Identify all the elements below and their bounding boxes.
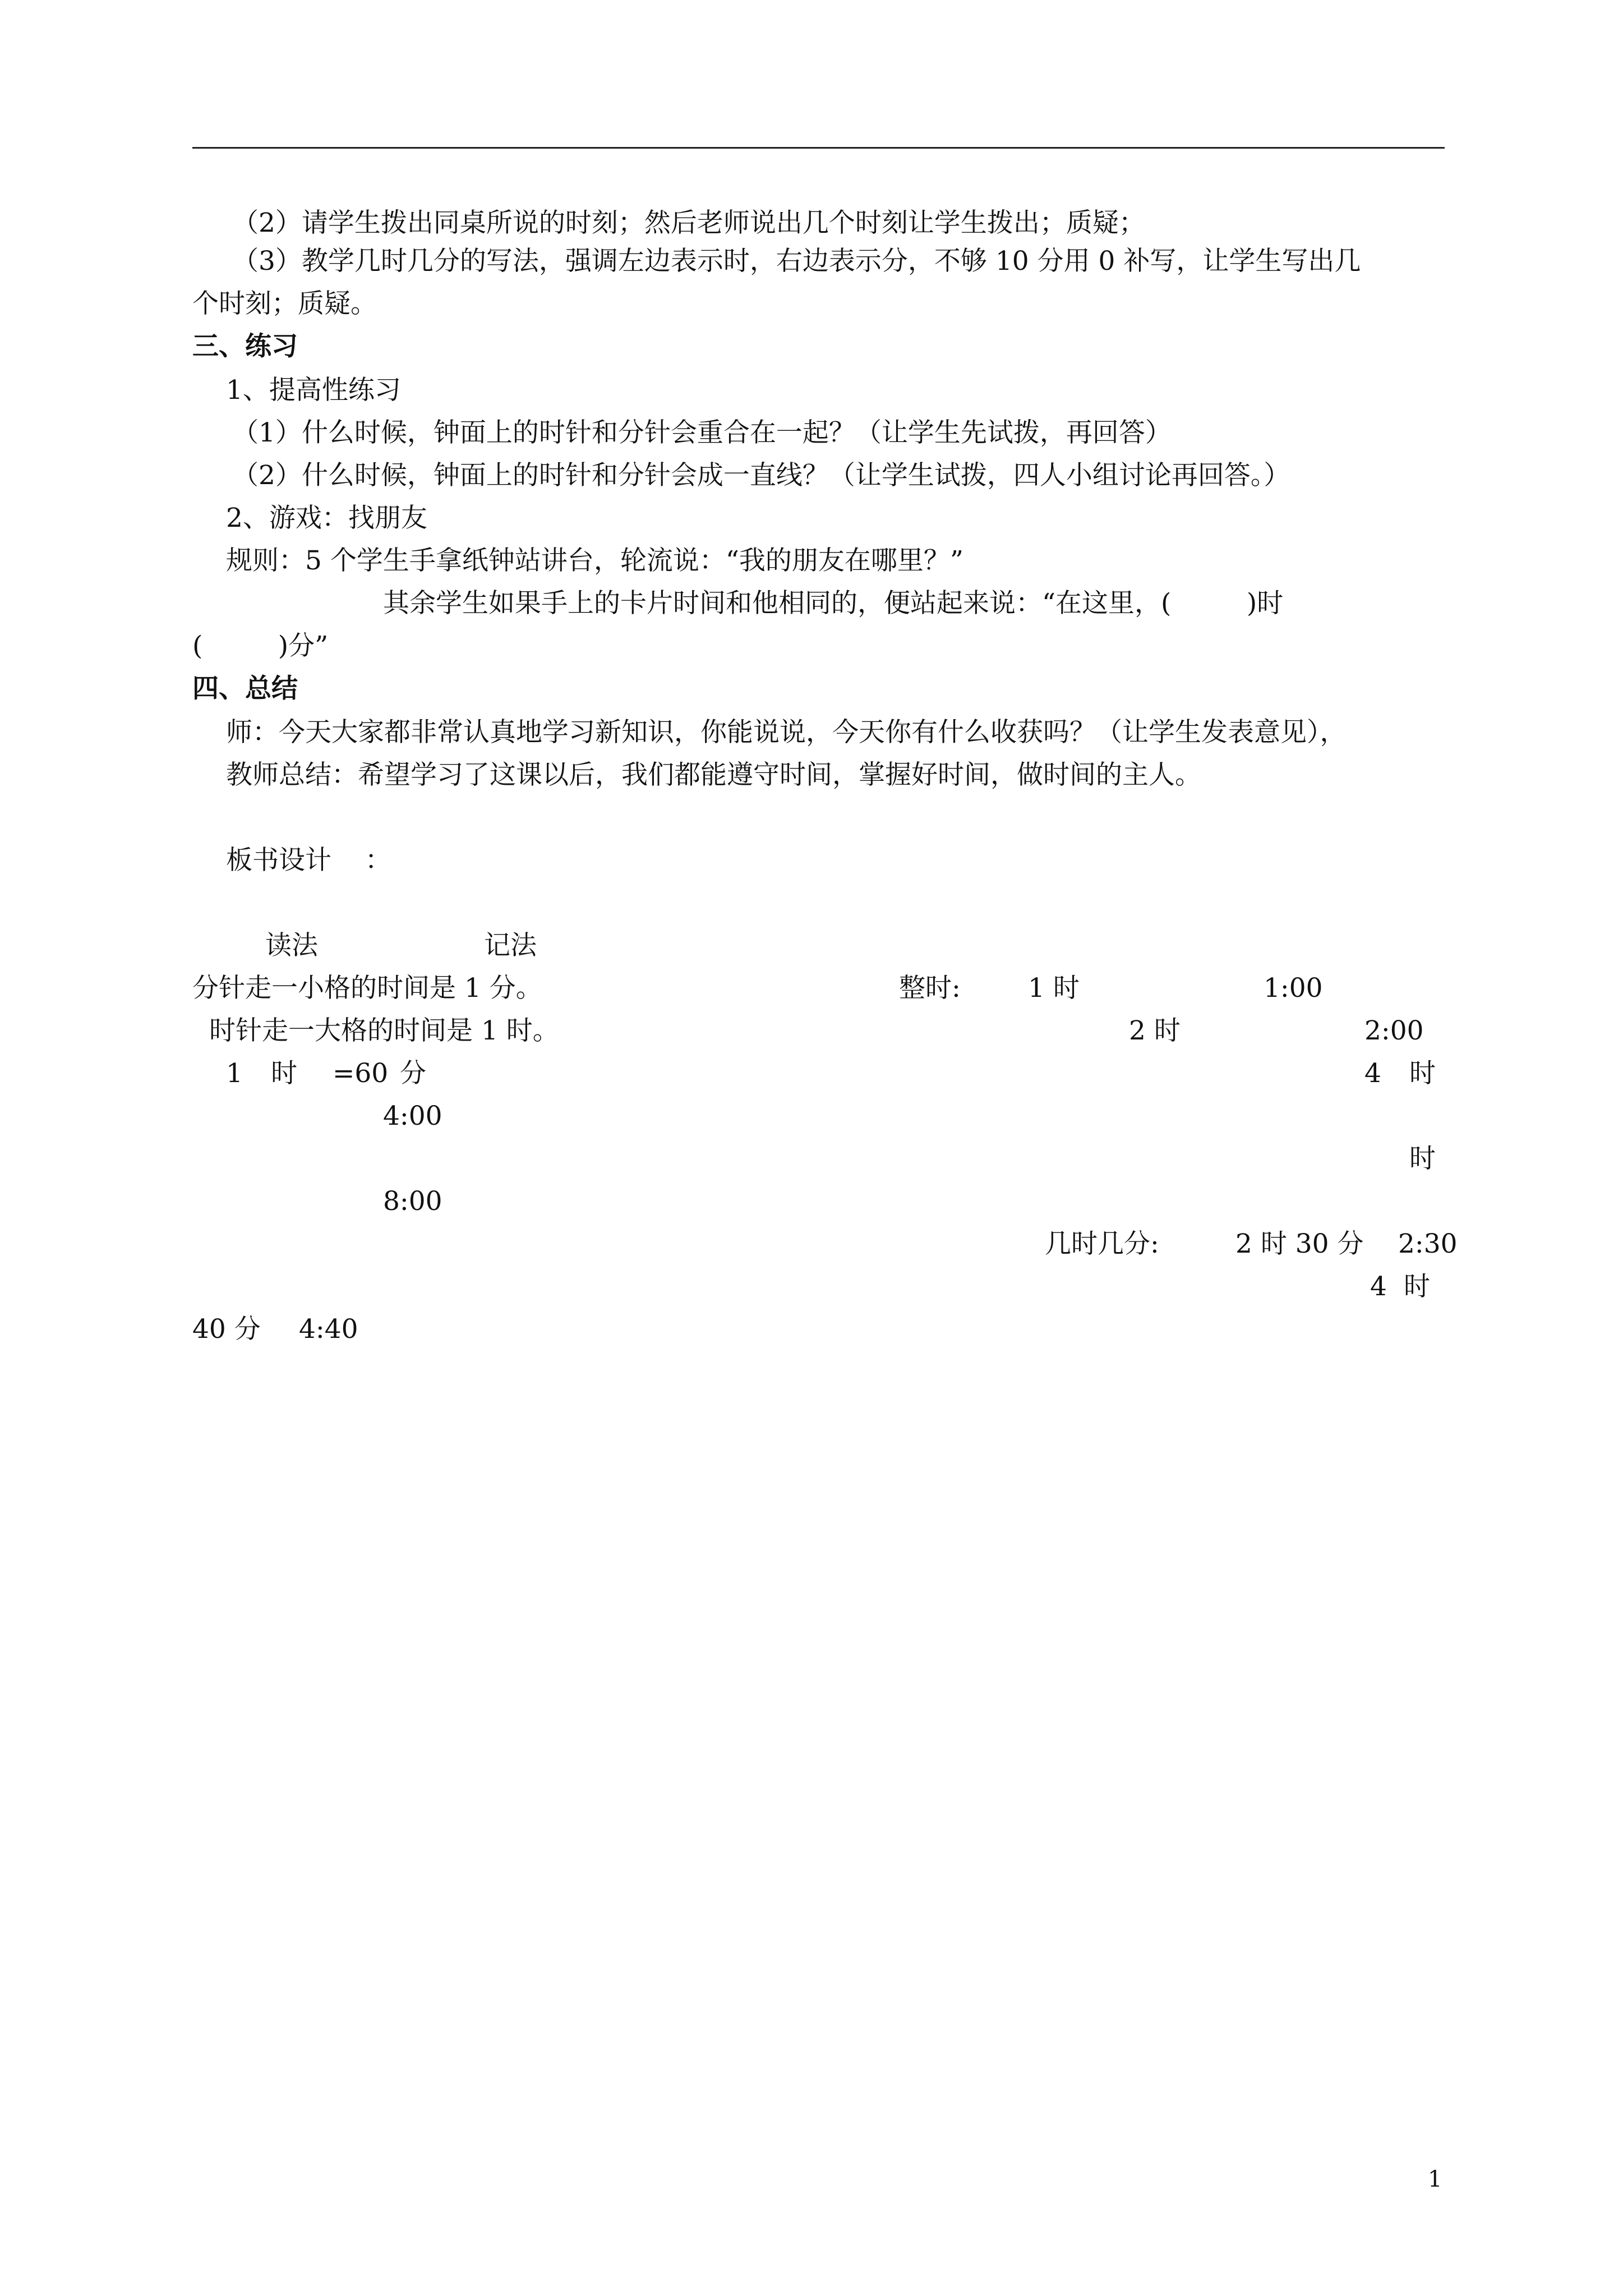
board-row2-read: 2 时 <box>1129 1015 1181 1046</box>
board-hour-minute-label: 几时几分: <box>1045 1228 1159 1259</box>
page-number: 1 <box>1428 2166 1442 2192</box>
paragraph-step-2: （2）请学生拨出同桌所说的时刻；然后老师说出几个时刻让学生拨出；质疑； <box>232 208 1145 238</box>
board-write-label: 记法 <box>484 930 537 961</box>
exercise-1-question-2: （2）什么时候，钟面上的时针和分针会成一直线？（让学生试拨，四人小组讨论再回答。） <box>232 460 1290 491</box>
board-fact-minute: 分针走一小格的时间是 1 分。 <box>192 973 542 1004</box>
board-row4-read-unit: 时 <box>1409 1143 1436 1174</box>
exercise-2-title: 2、游戏：找朋友 <box>226 503 427 533</box>
board-equation-sixty: =60 <box>333 1058 389 1089</box>
board-row6-read-rest: 40 分 <box>192 1314 261 1345</box>
board-row5-write: 2:30 <box>1398 1228 1458 1259</box>
board-row6-write: 4:40 <box>299 1314 358 1345</box>
board-row2-write: 2:00 <box>1364 1015 1424 1046</box>
summary-line-2: 教师总结：希望学习了这课以后，我们都能遵守时间，掌握好时间，做时间的主人。 <box>226 760 1201 790</box>
board-row1-write: 1:00 <box>1264 973 1323 1004</box>
board-equation-one: 1 <box>226 1058 243 1089</box>
board-whole-hour-label: 整时: <box>899 973 961 1004</box>
board-row4-write: 8:00 <box>383 1186 442 1217</box>
section-heading-summary: 四、总结 <box>192 673 298 704</box>
game-rule-line-2: 其余学生如果手上的卡片时间和他相同的，便站起来说：“在这里，( )时 <box>383 588 1284 619</box>
exercise-1-title: 1、提高性练习 <box>226 375 401 406</box>
board-read-label: 读法 <box>265 930 318 961</box>
board-row5-read: 2 时 30 分 <box>1235 1228 1364 1259</box>
board-design-label: 板书设计 ： <box>226 845 391 876</box>
board-row3-read-number: 4 <box>1364 1058 1381 1089</box>
board-row3-read-unit: 时 <box>1409 1058 1436 1089</box>
paragraph-step-3-cont: 个时刻；质疑。 <box>192 288 377 319</box>
exercise-1-question-1: （1）什么时候，钟面上的时针和分针会重合在一起？（让学生先试拨，再回答） <box>232 417 1172 448</box>
section-heading-practice: 三、练习 <box>192 331 298 362</box>
board-equation-minute: 分 <box>400 1058 426 1089</box>
board-row3-write: 4:00 <box>383 1101 442 1131</box>
summary-line-1: 师：今天大家都非常认真地学习新知识，你能说说，今天你有什么收获吗？（让学生发表意见）， <box>226 717 1347 748</box>
game-rule-line-1: 规则：5 个学生手拿纸钟站讲台，轮流说：“我的朋友在哪里？” <box>226 545 963 576</box>
header-rule <box>192 147 1445 149</box>
board-row1-read: 1 时 <box>1028 973 1080 1004</box>
paragraph-step-3: （3）教学几时几分的写法，强调左边表示时，右边表示分，不够 10 分用 0 补写，让学生写出几 <box>232 246 1361 277</box>
board-equation-hour: 时 <box>271 1058 297 1089</box>
board-row6-read-unit: 时 <box>1404 1271 1430 1302</box>
board-fact-hour: 时针走一大格的时间是 1 时。 <box>209 1015 559 1046</box>
game-rule-line-3: ( )分” <box>192 631 329 661</box>
board-row6-read-number: 4 <box>1370 1271 1387 1302</box>
